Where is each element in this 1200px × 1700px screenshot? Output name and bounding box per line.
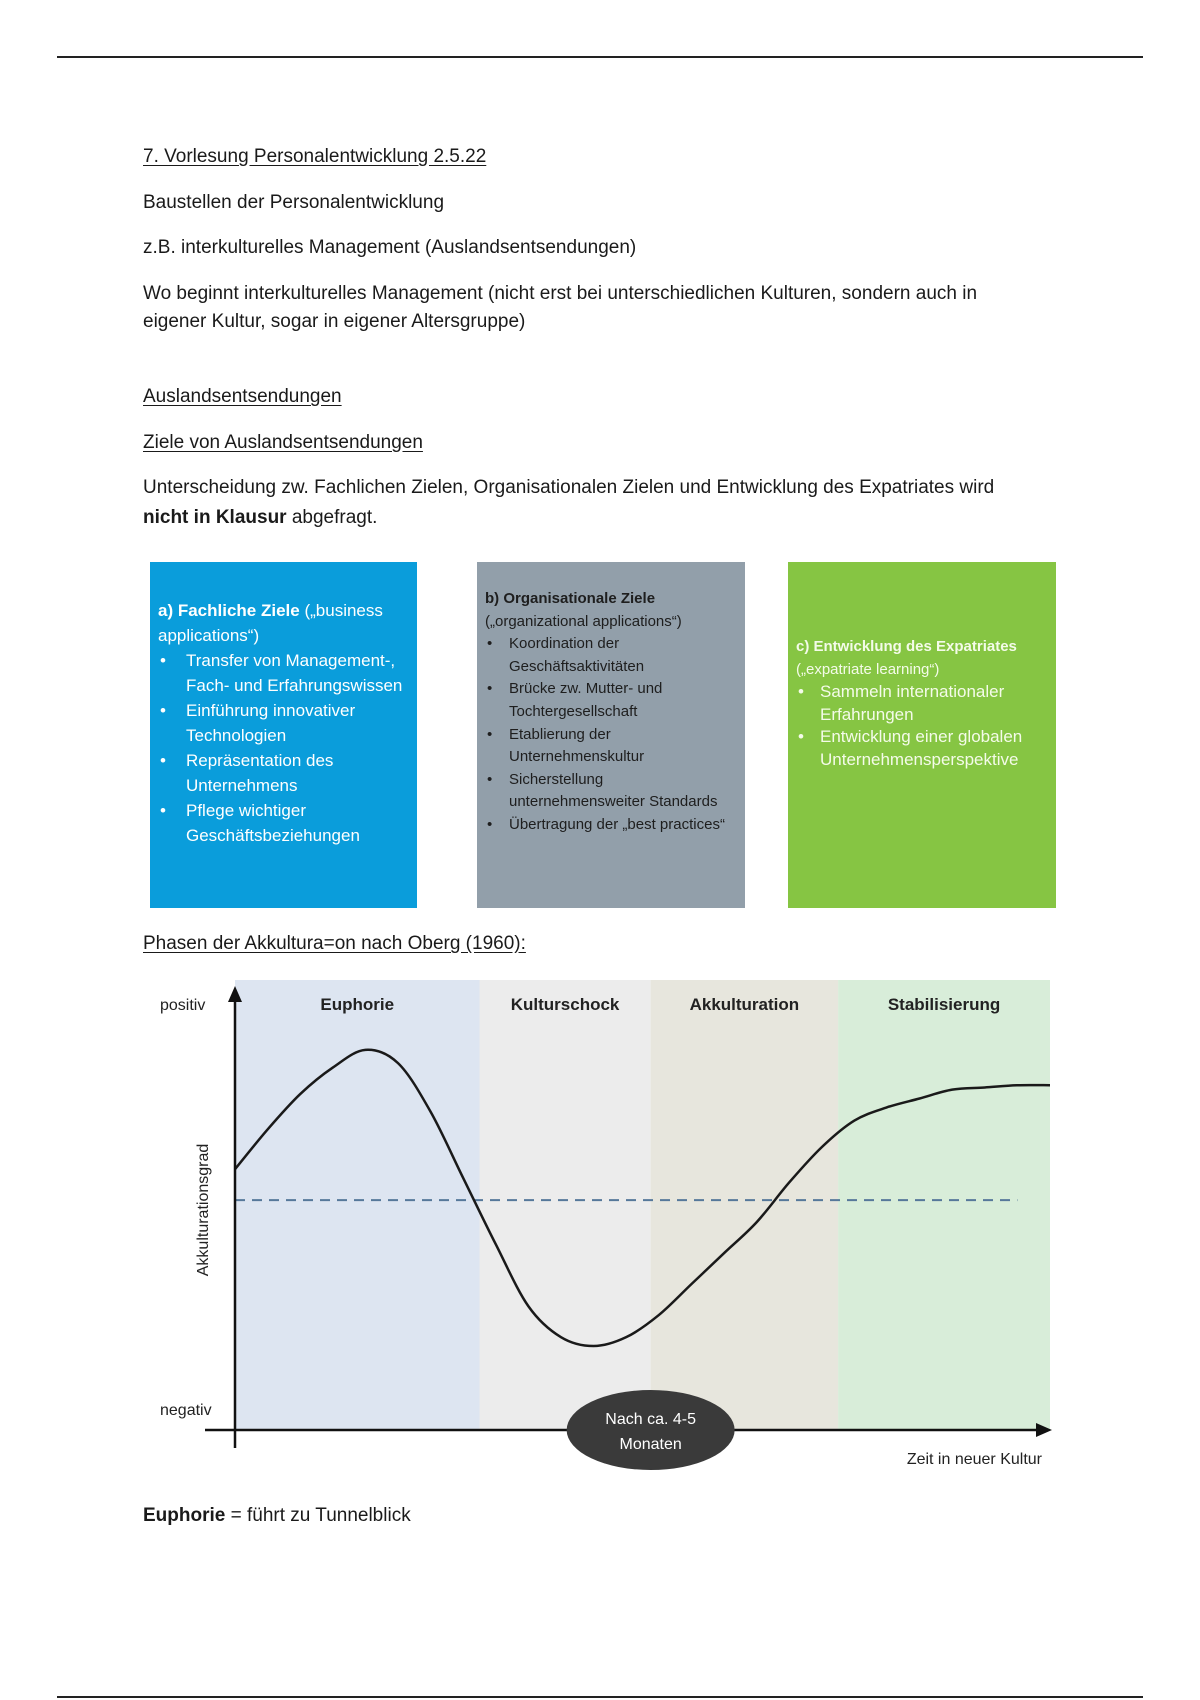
box-b-title-bold: b) Organisationale Ziele bbox=[485, 590, 656, 607]
top-rule bbox=[57, 56, 1143, 58]
box-a-item: • Transfer von Management-, Fach- und Erfahrungswissen bbox=[158, 648, 409, 698]
box-c-title bbox=[796, 636, 1048, 659]
box-a-title-rest: („business applications“) bbox=[158, 601, 383, 645]
box-b-list bbox=[485, 633, 737, 836]
phase-band-euphorie bbox=[235, 980, 480, 1430]
y-label-positiv: positiv bbox=[160, 997, 206, 1014]
note-line-2 bbox=[143, 504, 377, 532]
paragraph-line-2: eigener Kultur, sogar in eigener Altersgruppe) bbox=[143, 311, 526, 332]
box-a-list bbox=[158, 648, 409, 848]
phase-label-kulturschock: Kulturschock bbox=[510, 995, 620, 1014]
annotation-line-2: Monaten bbox=[619, 1436, 682, 1453]
phase-label-stabilisierung: Stabilisierung bbox=[887, 995, 1001, 1014]
example-text: z.B. interkulturelles Management (Auslandsentsendungen) bbox=[143, 237, 637, 258]
paragraph-line-1: Wo beginnt interkulturelles Management (nicht erst bei unterschiedlichen Kulturen, sondern auch in bbox=[143, 283, 978, 304]
x-axis-title: Zeit in neuer Kultur bbox=[906, 1451, 1042, 1468]
box-b-item: • Sicherstellung unternehmensweiter Standards bbox=[485, 769, 737, 814]
box-a-item: • Einführung innovativer Technologien bbox=[158, 698, 409, 748]
footer-note bbox=[143, 1502, 411, 1530]
box-a-title-bold: a) Fachliche Ziele bbox=[158, 601, 300, 620]
page-title: 7. Vorlesung Personalentwicklung 2.5.22 bbox=[143, 146, 487, 167]
phase-band-akkulturation bbox=[651, 980, 838, 1430]
box-b-item: • Koordination der Geschäftsaktivitäten bbox=[485, 633, 737, 678]
goal-box-expatriate-entwicklung bbox=[788, 562, 1056, 908]
box-c-subtitle: („expatriate learning“) bbox=[796, 660, 940, 678]
box-a-item: • Pflege wichtiger Geschäftsbeziehungen bbox=[158, 798, 409, 848]
phases-heading: Phasen der Akkultura=on nach Oberg (1960): bbox=[143, 933, 526, 954]
phase-label-akkulturation: Akkulturation bbox=[689, 995, 800, 1014]
note-rest: abgefragt. bbox=[286, 507, 378, 528]
box-b-title bbox=[485, 588, 737, 611]
goal-box-fachliche-ziele bbox=[150, 562, 417, 908]
box-c-title-bold: c) Entwicklung des Expatriates bbox=[796, 638, 1017, 655]
box-c-item: • Entwicklung einer globalen Unternehmensperspektive bbox=[796, 726, 1048, 771]
box-a-title bbox=[158, 598, 409, 648]
box-b-item: • Etablierung der Unternehmenskultur bbox=[485, 724, 737, 769]
bottom-rule bbox=[57, 1696, 1143, 1698]
box-b-item: • Brücke zw. Mutter- und Tochtergesellschaft bbox=[485, 678, 737, 723]
footer-note-bold: Euphorie bbox=[143, 1505, 226, 1526]
annotation-ellipse bbox=[567, 1390, 735, 1470]
box-c-item: • Sammeln internationaler Erfahrungen bbox=[796, 681, 1048, 726]
annotation-line-1: Nach ca. 4-5 bbox=[605, 1411, 697, 1428]
phase-label-euphorie: Euphorie bbox=[320, 995, 395, 1014]
box-a-item: • Repräsentation des Unternehmens bbox=[158, 748, 409, 798]
phase-band-stabilisierung bbox=[838, 980, 1050, 1430]
subtitle-text: Baustellen der Personalentwicklung bbox=[143, 192, 445, 213]
box-b-item: • Übertragung der „best practices“ bbox=[485, 814, 737, 837]
phase-band-kulturschock bbox=[480, 980, 651, 1430]
footer-note-rest: = führt zu Tunnelblick bbox=[225, 1505, 411, 1526]
goal-box-organisationale-ziele bbox=[477, 562, 745, 908]
box-c-list bbox=[796, 681, 1048, 771]
section-heading: Auslandsentsendungen bbox=[143, 386, 342, 407]
y-label-negativ: negativ bbox=[160, 1402, 212, 1419]
box-b-subtitle: („organizational applications“) bbox=[485, 612, 682, 630]
note-bold: nicht in Klausur bbox=[143, 507, 287, 528]
y-axis-title: Akkulturationsgrad bbox=[195, 1143, 212, 1277]
acculturation-chart bbox=[150, 980, 1060, 1470]
section-subheading: Ziele von Auslandsentsendungen bbox=[143, 432, 423, 453]
note-line-1: Unterscheidung zw. Fachlichen Zielen, Organisationalen Zielen und Entwicklung des Expatriates wird bbox=[143, 477, 995, 498]
